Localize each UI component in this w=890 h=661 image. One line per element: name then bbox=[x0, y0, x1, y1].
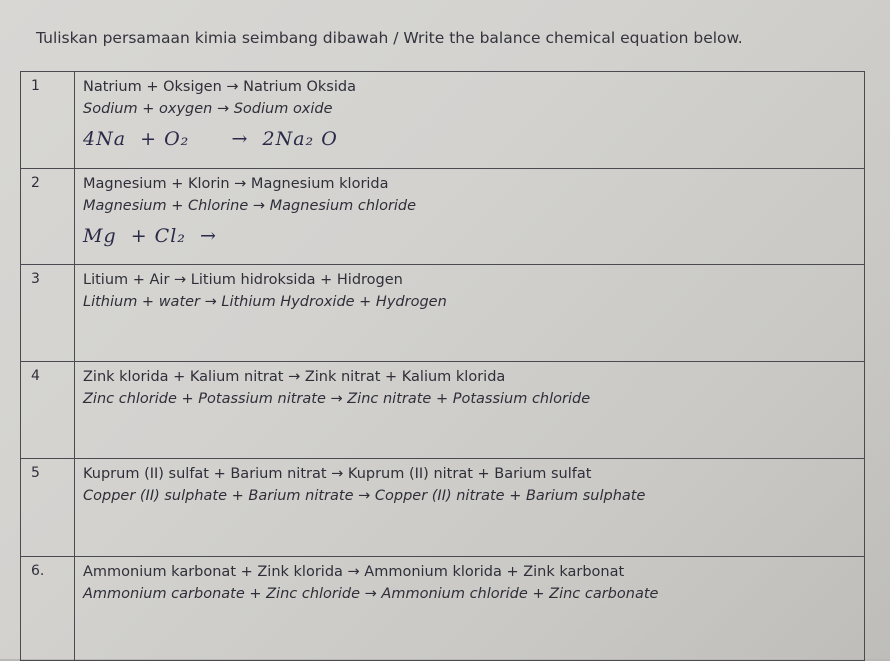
question-cell bbox=[75, 362, 865, 459]
english-word-equation: Ammonium carbonate + Zinc chloride → Ammonium chloride + Zinc carbonate bbox=[83, 586, 659, 602]
handwritten-answer: Mg + Cl₂ → bbox=[83, 225, 217, 247]
question-cell bbox=[75, 557, 865, 661]
worksheet-title: Tuliskan persamaan kimia seimbang dibawah / Write the balance chemical equation below. bbox=[36, 29, 743, 47]
question-number: 2 bbox=[21, 169, 75, 265]
table-row bbox=[21, 557, 865, 661]
malay-word-equation: Magnesium + Klorin → Magnesium klorida bbox=[83, 176, 389, 192]
question-cell bbox=[75, 265, 865, 362]
question-number: 1 bbox=[21, 72, 75, 169]
malay-word-equation: Ammonium karbonat + Zink klorida → Ammonium klorida + Zink karbonat bbox=[83, 564, 625, 580]
english-word-equation: Lithium + water → Lithium Hydroxide + Hydrogen bbox=[83, 294, 447, 310]
question-cell bbox=[75, 459, 865, 557]
malay-word-equation: Zink klorida + Kalium nitrat → Zink nitrat + Kalium klorida bbox=[83, 369, 506, 385]
english-word-equation: Copper (II) sulphate + Barium nitrate → Copper (II) nitrate + Barium sulphate bbox=[83, 488, 646, 504]
english-word-equation: Sodium + oxygen → Sodium oxide bbox=[83, 101, 333, 117]
english-word-equation: Magnesium + Chlorine → Magnesium chloride bbox=[83, 198, 417, 214]
question-cell bbox=[75, 72, 865, 169]
question-number: 4 bbox=[21, 362, 75, 459]
handwritten-answer: 4Na + O₂ → 2Na₂ O bbox=[83, 128, 338, 150]
english-word-equation: Zinc chloride + Potassium nitrate → Zinc nitrate + Potassium chloride bbox=[83, 391, 591, 407]
table-row bbox=[21, 459, 865, 557]
question-number: 3 bbox=[21, 265, 75, 362]
malay-word-equation: Litium + Air → Litium hidroksida + Hidrogen bbox=[83, 272, 403, 288]
table-row bbox=[21, 72, 865, 169]
question-cell bbox=[75, 169, 865, 265]
table-row bbox=[21, 265, 865, 362]
malay-word-equation: Kuprum (II) sulfat + Barium nitrat → Kuprum (II) nitrat + Barium sulfat bbox=[83, 466, 592, 482]
question-number: 5 bbox=[21, 459, 75, 557]
table-row bbox=[21, 169, 865, 265]
table-row bbox=[21, 362, 865, 459]
question-number: 6. bbox=[21, 557, 75, 661]
malay-word-equation: Natrium + Oksigen → Natrium Oksida bbox=[83, 79, 356, 95]
equation-table bbox=[20, 71, 865, 661]
